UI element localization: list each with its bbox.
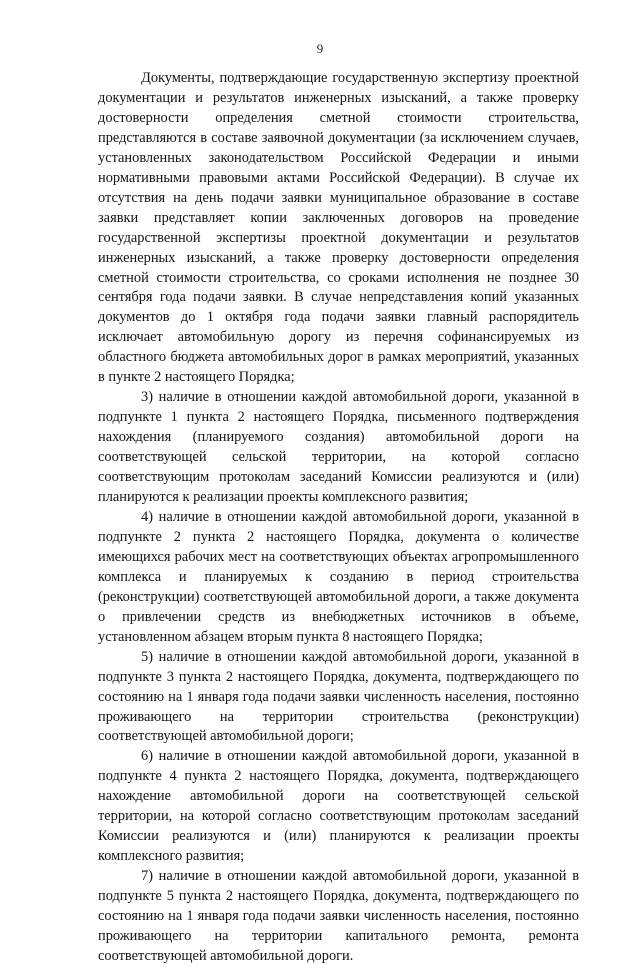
paragraph-item-3: 3) наличие в отношении каждой автомобильной дороги, указанной в подпункте 1 пункта 2 настоящего Порядка, письменного подтверждения нахождения (планируемого создания) автомобильной дороги на соответствующей сельской территории, на которой согласно соответствующим протоколам заседаний Комиссии реализуются и (или) планируются к реализации проекты комплексного развития;: [98, 389, 579, 506]
paragraph-item-6: 6) наличие в отношении каждой автомобильной дороги, указанной в подпункте 4 пункта 2 настоящего Порядка, документа, подтверждающего нахождение автомобильной дороги на соответствующей сельской территории, на которой согласно соответствующим протоколам заседаний Комиссии реализуются и (или) планируются к реализации проекты комплексного развития;: [98, 748, 579, 865]
paragraph-item-7: 7) наличие в отношении каждой автомобильной дороги, указанной в подпункте 5 пункта 2 настоящего Порядка, документа, подтверждающего по состоянию на 1 января года подачи заявки численность населения, постоянно проживающего на территории капитального ремонта, ремонта соответствующей автомобильной дороги.: [98, 868, 579, 964]
page-number: 9: [316, 41, 324, 56]
paragraph-item-4: 4) наличие в отношении каждой автомобильной дороги, указанной в подпункте 2 пункта 2 настоящего Порядка, документа о количестве имеющихся рабочих мест на соответствующих объектах агропромышленного комплекса и планируемых к созданию в период строительства (реконструкции) соответствующей автомобильной дороги, а также документа о привлечении средств из внебюджетных источников в объеме, установленном абзацем вторым пункта 8 настоящего Порядка;: [98, 508, 579, 645]
paragraph-item-5: 5) наличие в отношении каждой автомобильной дороги, указанной в подпункте 3 пункта 2 настоящего Порядка, документа, подтверждающего по состоянию на 1 января года подачи заявки численность населения, постоянно проживающего на территории строительства (реконструкции) соответствующей автомобильной дороги;: [98, 648, 579, 745]
document-body: [98, 69, 579, 967]
paragraph-documents: Документы, подтверждающие государственную экспертизу проектной документации и результатов инженерных изысканий, а также проверку достоверности определения сметной стоимости строительства, представляются в составе заявочной документации (за исключением случаев, установленных законодательством Российской Федерации и иными нормативными правовыми актами Российской Федерации). В случае их отсутствия на день подачи заявки муниципальное образование в составе заявки представляет копии заключенных договоров на проведение государственной экспертизы проектной документации и результатов инженерных изысканий, а также проверку достоверности определения сметной стоимости строительства, со сроками исполнения не позднее 30 сентября года подачи заявки. В случае непредставления копий указанных документов до 1 октября года подачи заявки главный распорядитель исключает автомобильную дорогу из перечня софинансируемых из областного бюджета автомобильных дорог в рамках мероприятий, указанных в пункте 2 настоящего Порядка;: [98, 70, 579, 386]
